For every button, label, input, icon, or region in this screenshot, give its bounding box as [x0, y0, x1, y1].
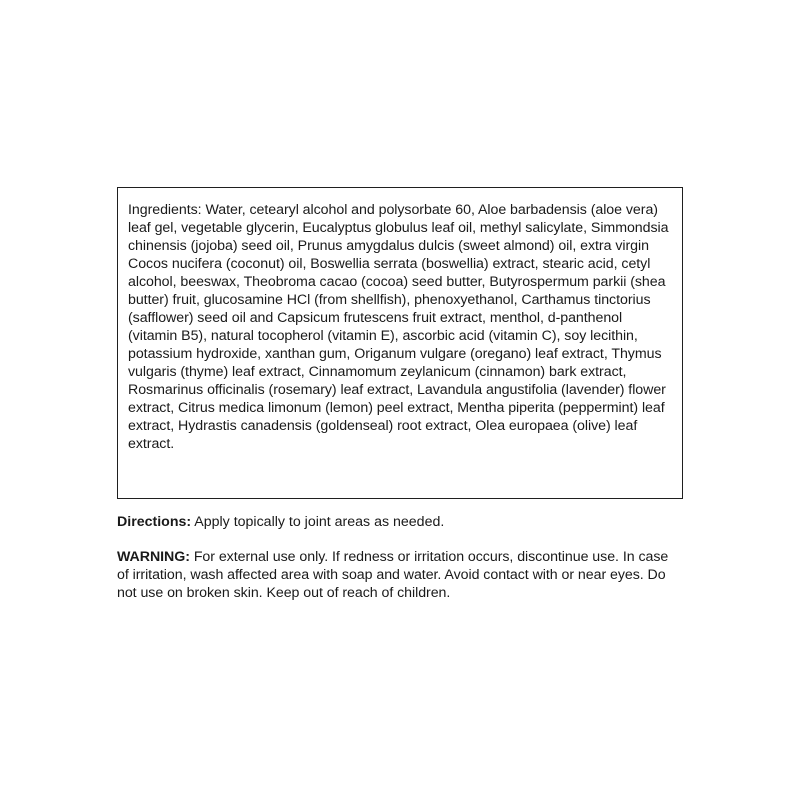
ingredients-label: Ingredients:	[128, 202, 202, 218]
ingredients-box	[117, 187, 683, 499]
warning-label: WARNING:	[117, 549, 190, 565]
warning-text: For external use only. If redness or irritation occurs, discontinue use. In case of irritation, wash affected area with soap and water. Avoid contact with or near eyes. Do not use on broken skin. Keep out of reach of children.	[117, 549, 669, 601]
directions-paragraph	[117, 513, 683, 531]
product-label-panel	[117, 187, 683, 602]
directions-label: Directions:	[117, 514, 192, 530]
ingredients-text: Water, cetearyl alcohol and polysorbate 60, Aloe barbadensis (aloe vera) leaf gel, vegetable glycerin, Eucalyptus globulus leaf oil, methyl salicylate, Simmondsia chinensis (jojoba) seed oil, Prunus amygdalus dulcis (sweet almond) oil, extra virgin Cocos nucifera (coconut) oil, Boswellia serrata (boswellia) extract, stearic acid, cetyl alcohol, beeswax, Theobroma cacao (cocoa) seed butter, Butyrospermum parkii (shea butter) fruit, glucosamine HCl (from shellfish), phenoxyethanol, Carthamus tinctorius (safflower) seed oil and Capsicum frutescens fruit extract, menthol, d-panthenol (vitamin B5), natural tocopherol (vitamin E), ascorbic acid (vitamin C), soy lecithin, potassium hydroxide, xanthan gum, Origanum vulgare (oregano) leaf extract, Thymus vulgaris (thyme) leaf extract, Cinnamomum zeylanicum (cinnamon) bark extract, Rosmarinus officinalis (rosemary) leaf extract, Lavandula angustifolia (lavender) flower extract, Citrus medica limonum (lemon) peel extract, Mentha piperita (peppermint) leaf extract, Hydrastis canadensis (goldenseal) root extract, Olea europaea (olive) leaf extract.	[128, 202, 669, 452]
ingredients-paragraph	[128, 201, 671, 453]
warning-paragraph	[117, 548, 683, 602]
directions-text: Apply topically to joint areas as needed.	[194, 514, 445, 530]
